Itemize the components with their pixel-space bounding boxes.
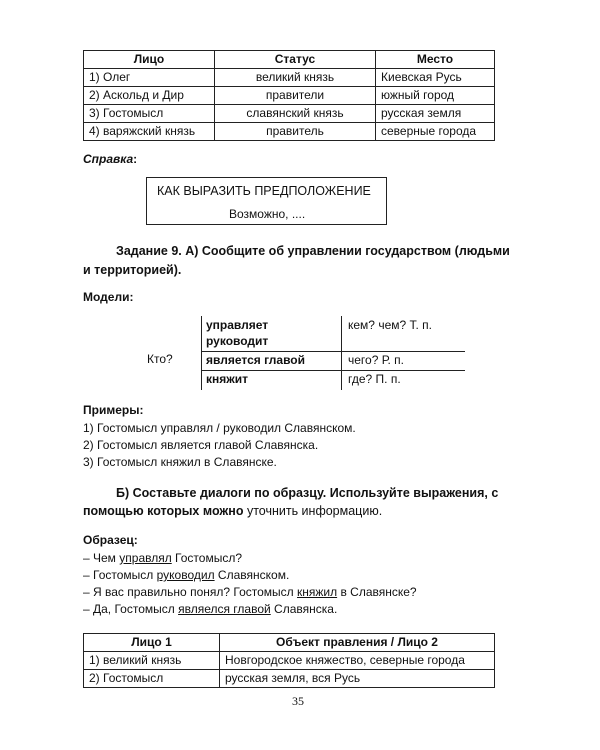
status-table <box>83 50 495 141</box>
grid-hline <box>201 370 465 371</box>
model-verb: является главой <box>206 353 306 367</box>
table-cell: 4) варяжский князь <box>84 123 215 141</box>
table-header-row <box>84 634 495 652</box>
example-item: 1) Гостомысл управлял / руководил Славянском. <box>83 421 356 435</box>
table-cell: 2) Аскольд и Дир <box>84 87 215 105</box>
sample-label: Образец: <box>83 533 138 547</box>
grid-hline <box>201 351 465 352</box>
reference-box-text: Возможно, .... <box>229 207 306 221</box>
object-table <box>83 633 495 688</box>
table-cell: Новгородское княжество, северные города <box>220 652 495 670</box>
table-header-row <box>84 51 495 69</box>
models-subject: Кто? <box>147 352 173 366</box>
grid-mid-line <box>341 316 342 390</box>
table-cell: великий князь <box>215 69 376 87</box>
model-case: кем? чем? Т. п. <box>348 318 432 332</box>
column-header: Статус <box>215 51 376 69</box>
table-cell: 1) великий князь <box>84 652 220 670</box>
table-cell: русская земля <box>376 105 495 123</box>
examples-label: Примеры: <box>83 403 144 417</box>
table-cell: правители <box>215 87 376 105</box>
dialog-line: – Чем управлял Гостомысл? <box>83 551 243 565</box>
model-verb: руководит <box>206 334 269 348</box>
task9-line2: и территорией). <box>83 263 182 277</box>
taskb-line2: помощью которых можно уточнить информацию. <box>83 504 383 518</box>
reference-box-title: КАК ВЫРАЗИТЬ ПРЕДПОЛОЖЕНИЕ <box>157 184 371 198</box>
table-row <box>84 105 495 123</box>
dialog-line: – Я вас правильно понял? Гостомысл княжил в Славянске? <box>83 585 417 599</box>
task9-line1: Задание 9. А) Сообщите об управлении государством (людьми <box>116 244 510 258</box>
table-row <box>84 87 495 105</box>
table-cell: правитель <box>215 123 376 141</box>
table-cell: 2) Гостомысл <box>84 670 220 688</box>
table-row <box>84 69 495 87</box>
dialog-line: – Гостомысл руководил Славянском. <box>83 568 290 582</box>
example-item: 3) Гостомысл княжил в Славянске. <box>83 455 277 469</box>
column-header: Объект правления / Лицо 2 <box>220 634 495 652</box>
reference-box <box>146 177 387 225</box>
column-header: Лицо <box>84 51 215 69</box>
table-row <box>84 123 495 141</box>
dialog-line: – Да, Гостомысл являелся главой Славянска. <box>83 602 338 616</box>
table-row <box>84 652 495 670</box>
column-header: Место <box>376 51 495 69</box>
table-cell: Киевская Русь <box>376 69 495 87</box>
model-case: где? П. п. <box>348 372 401 386</box>
taskb-line1: Б) Составьте диалоги по образцу. Используйте выражения, с <box>116 486 499 500</box>
table-cell: северные города <box>376 123 495 141</box>
model-verb: управляет <box>206 318 269 332</box>
table-cell: русская земля, вся Русь <box>220 670 495 688</box>
reference-label: Справка: <box>83 152 138 166</box>
models-label: Модели: <box>83 290 134 304</box>
table-cell: 3) Гостомысл <box>84 105 215 123</box>
model-case: чего? Р. п. <box>348 353 404 367</box>
models-grid <box>201 316 465 390</box>
table-cell: южный город <box>376 87 495 105</box>
model-verb: княжит <box>206 372 249 386</box>
grid-left-line <box>201 316 202 390</box>
example-item: 2) Гостомысл является главой Славянска. <box>83 438 319 452</box>
page-number: 35 <box>292 694 304 708</box>
table-row <box>84 670 495 688</box>
table-cell: славянский князь <box>215 105 376 123</box>
table-cell: 1) Олег <box>84 69 215 87</box>
column-header: Лицо 1 <box>84 634 220 652</box>
